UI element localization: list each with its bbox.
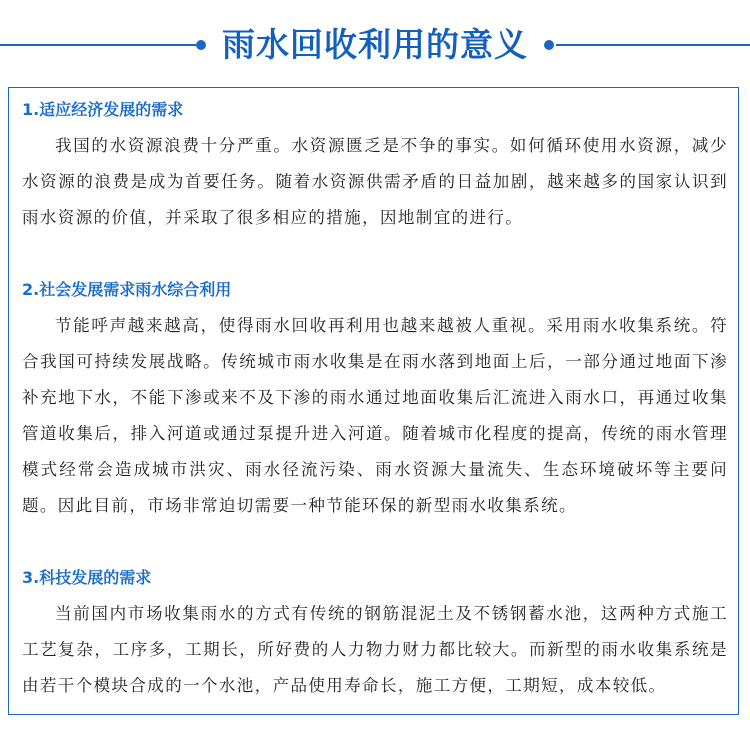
- page-title: 雨水回收利用的意义: [222, 25, 528, 64]
- section-3: [22, 566, 728, 704]
- section-1: [22, 98, 728, 236]
- section-heading: 1.适应经济发展的需求: [22, 100, 184, 119]
- dot-right-icon: [544, 40, 554, 50]
- section-heading: 2.社会发展需求雨水综合利用: [22, 280, 232, 299]
- section-body: 节能呼声越来越高，使得雨水回收再利用也越来越被人重视。采用雨水收集系统。符合我国可持续发展战略。传统城市雨水收集是在雨水落到地面上后，一部分通过地面下渗补充地下水，不能下渗或来不及下渗的雨水通过地面收集后汇流进入雨水口，再通过收集管道收集后，排入河道或通过泵提升进入河道。随着城市化程度的提高，传统的雨水管理模式经常会造成城市洪灾、雨水径流污染、雨水资源大量流失、生态环境破坏等主要问题。因此目前，市场非常迫切需要一种节能环保的新型雨水收集系统。: [22, 316, 728, 515]
- content-box: [8, 87, 739, 715]
- divider-right: [556, 44, 750, 46]
- divider-left: [0, 44, 196, 46]
- section-body: 我国的水资源浪费十分严重。水资源匮乏是不争的事实。如何循环使用水资源，减少水资源的浪费是成为首要任务。随着水资源供需矛盾的日益加剧，越来越多的国家认识到雨水资源的价值，并采取了很多相应的措施，因地制宜的进行。: [22, 136, 728, 227]
- section-2: [22, 278, 728, 524]
- section-heading: 3.科技发展的需求: [22, 568, 152, 587]
- section-body: 当前国内市场收集雨水的方式有传统的钢筋混泥土及不锈钢蓄水池，这两种方式施工工艺复杂，工序多，工期长，所好费的人力物力财力都比较大。而新型的雨水收集系统是由若干个模块合成的一个水池，产品使用寿命长，施工方便，工期短，成本较低。: [22, 604, 728, 695]
- dot-left-icon: [196, 40, 206, 50]
- title-row: [0, 22, 750, 68]
